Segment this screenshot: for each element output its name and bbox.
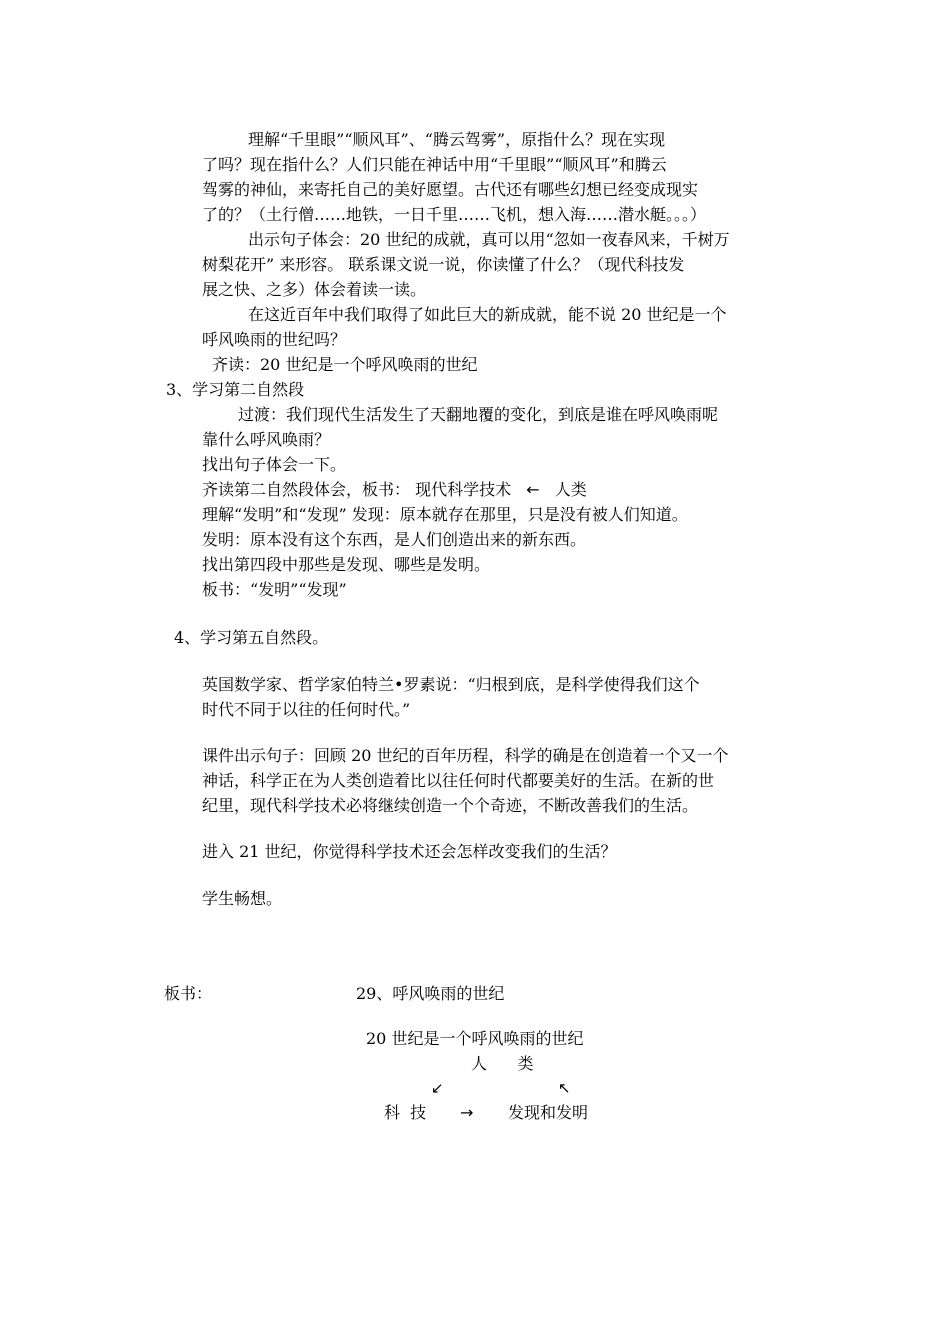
p3-line-2: 呼风唤雨的世纪吗？	[202, 330, 347, 349]
s4-question: 进入 21 世纪，你觉得科学技术还会怎样改变我们的生活？	[202, 842, 617, 861]
board-label: 板书：	[164, 984, 213, 1003]
s3-line-3: 找出句子体会一下。	[202, 455, 347, 474]
s4-show-line-1: 课件出示句子：回顾 20 世纪的百年历程，科学的确是在创造着一个又一个	[202, 746, 729, 765]
board-title: 29、呼风唤雨的世纪	[356, 984, 505, 1003]
s3-line-4-people: 人类	[554, 480, 587, 499]
p3-line-1: 在这近百年中我们取得了如此巨大的新成就，能不说 20 世纪是一个	[248, 305, 727, 324]
s4-quote-line-1: 英国数学家、哲学家伯特兰•罗素说：“归根到底，是科学使得我们这个	[202, 675, 700, 694]
s3-line-4	[202, 478, 587, 502]
p1-line-2: 了吗？现在指什么？人们只能在神话中用“千里眼”“顺风耳”和腾云	[202, 155, 667, 174]
p4-read-together: 齐读：20 世纪是一个呼风唤雨的世纪	[212, 355, 478, 374]
p1-line-3: 驾雾的神仙，来寄托自己的美好愿望。古代还有哪些幻想已经变成现实	[202, 180, 699, 199]
s4-show-line-3: 纪里，现代科学技术必将继续创造一个个奇迹，不断改善我们的生活。	[202, 796, 699, 815]
s3-line-5: 理解“发明”和“发现” 发现：原本就存在那里，只是没有被人们知道。	[202, 505, 688, 524]
s3-line-6: 发明：原本没有这个东西，是人们创造出来的新东西。	[202, 530, 587, 549]
s3-line-8: 板书：“发明”“发现”	[202, 580, 347, 599]
board-tech: 科 技	[384, 1103, 427, 1122]
s4-answer: 学生畅想。	[202, 889, 283, 908]
s4-quote-line-2: 时代不同于以往的任何时代。”	[202, 700, 411, 719]
left-arrow-icon: ←	[526, 480, 540, 499]
board-people: 人 类	[471, 1054, 534, 1073]
p2-line-3: 展之快、之多）体会着读一读。	[202, 280, 427, 299]
board-line-1: 20 世纪是一个呼风唤雨的世纪	[366, 1029, 584, 1048]
section-3-heading: 3、学习第二自然段	[166, 380, 305, 399]
p2-line-1: 出示句子体会：20 世纪的成就，真可以用“忽如一夜春风来，千树万	[248, 230, 730, 249]
s3-line-2: 靠什么呼风唤雨？	[202, 430, 331, 449]
up-left-arrow-icon: ↖	[558, 1079, 571, 1097]
s3-line-1: 过渡：我们现代生活发生了天翻地覆的变化，到底是谁在呼风唤雨呢	[238, 405, 719, 424]
p1-line-1: 理解“千里眼”“顺风耳”、“腾云驾雾”，原指什么？现在实现	[248, 130, 666, 149]
p2-line-2: 树梨花开” 来形容。 联系课文说一说，你读懂了什么？（现代科技发	[202, 255, 685, 274]
right-arrow-icon: →	[460, 1103, 474, 1122]
p1-line-4: 了的？（土行僧……地铁，一日千里……飞机，想入海……潜水艇。。。）	[202, 205, 707, 224]
s3-line-4-text: 齐读第二自然段体会，板书： 现代科学技术	[202, 480, 512, 499]
down-left-arrow-icon: ↙	[431, 1079, 444, 1097]
section-4-heading: 4、学习第五自然段。	[174, 628, 329, 647]
s4-show-line-2: 神话，科学正在为人类创造着比以往任何时代都要美好的生活。在新的世	[202, 771, 715, 790]
s3-line-7: 找出第四段中那些是发现、哪些是发明。	[202, 555, 491, 574]
board-discover-invent: 发现和发明	[508, 1103, 589, 1122]
